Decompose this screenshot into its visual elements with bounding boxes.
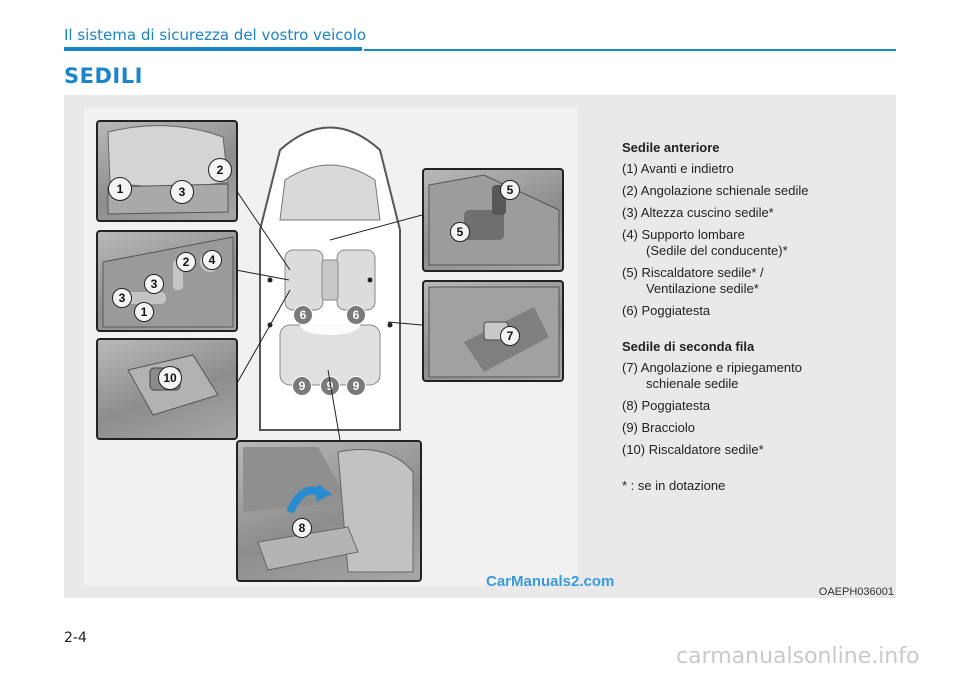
legend-item [622, 303, 882, 319]
callout-9-left: 9 [292, 376, 312, 396]
inset-front-seat-side [96, 120, 238, 222]
seat-controls-illustration [98, 232, 236, 330]
legend-item [622, 205, 882, 221]
legend-spacer [622, 464, 882, 478]
legend-item-text: (9) Bracciolo [622, 420, 695, 435]
rear-seatback-lever-illustration [424, 282, 562, 380]
inset-rear-seat-heater [96, 338, 238, 440]
legend-item [622, 360, 882, 392]
legend-heading-rear: Sedile di seconda fila [622, 339, 755, 354]
figure-code: OAEPH036001 [818, 586, 894, 598]
legend-item [622, 183, 882, 199]
inset-seat-controls [96, 230, 238, 332]
rear-armrest-illustration [238, 442, 420, 580]
legend-item-text: (10) Riscaldatore sedile* [622, 442, 764, 457]
callout-4: 4 [202, 250, 222, 270]
inset-rear-armrest [236, 440, 422, 582]
callout-2: 2 [176, 252, 196, 272]
legend-item-text: (3) Altezza cuscino sedile* [622, 205, 774, 220]
legend-heading-front: Sedile anteriore [622, 140, 720, 155]
seat-legend [622, 140, 882, 500]
legend-item-text: (4) Supporto lombare [622, 227, 745, 242]
callout-5: 5 [500, 180, 520, 200]
inset-rear-seatback-lever [422, 280, 564, 382]
callout-3: 3 [170, 180, 194, 204]
legend-item [622, 398, 882, 414]
callout-6-left: 6 [293, 305, 313, 325]
callout-9-center: 9 [320, 376, 340, 396]
legend-item-text: (2) Angolazione schienale sedile [622, 183, 809, 198]
callout-2: 2 [208, 158, 232, 182]
callout-7: 7 [500, 326, 520, 346]
legend-spacer [622, 325, 882, 339]
legend-item-text: (5) Riscaldatore sedile* / [622, 265, 764, 280]
legend-footnote: * : se in dotazione [622, 478, 726, 493]
watermark-link[interactable]: CarManuals2.com [486, 573, 615, 590]
legend-item-text: (1) Avanti e indietro [622, 161, 734, 176]
callout-6-right: 6 [346, 305, 366, 325]
page-title: SEDILI [64, 64, 143, 88]
callout-5: 5 [450, 222, 470, 242]
legend-item-continuation: schienale sedile [646, 376, 739, 391]
inset-console-switches [422, 168, 564, 272]
legend-item [622, 265, 882, 297]
callout-9-right: 9 [346, 376, 366, 396]
page-number: 2-4 [64, 630, 87, 646]
callout-1: 1 [134, 302, 154, 322]
legend-item [622, 161, 882, 177]
legend-item [622, 227, 882, 259]
callout-1: 1 [108, 177, 132, 201]
console-switches-illustration [424, 170, 562, 270]
section-header: Il sistema di sicurezza del vostro veicolo [64, 26, 367, 44]
legend-item [622, 420, 882, 436]
legend-item-text: (7) Angolazione e ripiegamento [622, 360, 802, 375]
callout-3: 3 [144, 274, 164, 294]
legend-item-text: (8) Poggiatesta [622, 398, 711, 413]
callout-8: 8 [292, 518, 312, 538]
footer-watermark: carmanualsonline.info [676, 644, 920, 669]
legend-item-continuation: (Sedile del conducente)* [646, 243, 788, 258]
legend-item-continuation: Ventilazione sedile* [646, 281, 759, 296]
legend-item-text: (6) Poggiatesta [622, 303, 711, 318]
callout-3: 3 [112, 288, 132, 308]
legend-item [622, 442, 882, 458]
callout-10: 10 [158, 366, 182, 390]
